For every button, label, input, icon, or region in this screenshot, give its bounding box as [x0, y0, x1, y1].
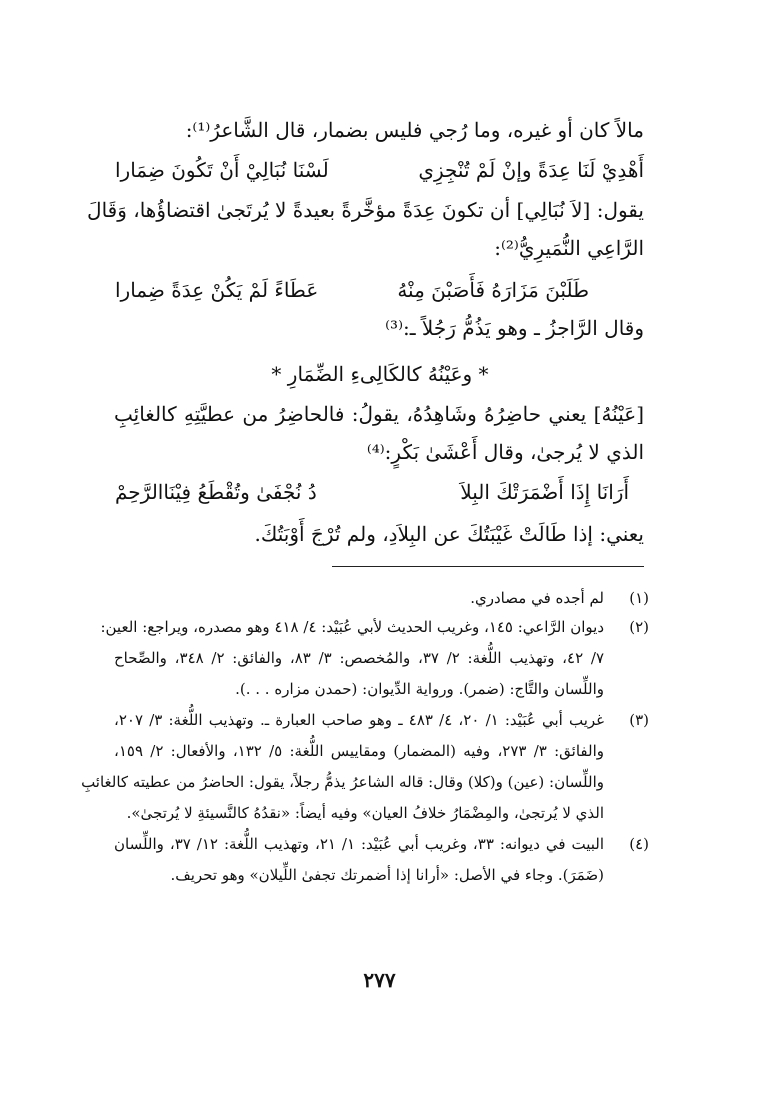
body-line-5: [عَيْنُهُ] يعني حاضِرُهُ وشَاهِدُهُ، يقولُ: فالحاضِرُ من عطيَّتِهِ كالغائِبِ — [114, 402, 644, 426]
rajaz-line: * وعَيْنُهُ كالكَالِىءِ الضِّمَارِ * — [271, 362, 489, 386]
footnote-4-line-2: (ضَمَرَ). وجاء في الأصل: «أرانا إذا أضمرتك تجفىٰ اللِّيلان» وهو تحريف. — [170, 866, 604, 884]
footnote-1-line-1: لم أجده في مصادري. — [470, 589, 604, 607]
body-line-2: يقول: [لاَ نُبَالِي] أن تكونَ عِدَةً مؤخَّرةً بعيدةً لا يُرتَجىٰ اقتضاؤُها، وَقَالَ — [87, 198, 644, 222]
verse2-first-hemistich: طَلَبْنَ مَزَارَهُ فَأَصَبْنَ مِنْهُ — [397, 278, 589, 302]
body-line-4: وقال الرَّاجزُ ـ وهو يَذُمُّ رَجُلاً ـ:⁽³⁾ — [385, 316, 644, 340]
footnote-2-line-3: واللِّسان والتَّاج: (ضمر). ورواية الدِّيوان: (حمدن مزاره . . .). — [235, 680, 604, 698]
footnote-3-line-3: واللِّسان: (عين) و(كلا) وقال: قاله الشاعرُ يذمُّ رجلاً، يقول: الحاضرُ من عطيته كالغائبِ — [81, 773, 604, 791]
footnote-2-line-2: ٧/ ٤٢، وتهذيب اللُّغة: ٢/ ٣٧، والمُخصص: ٣/ ٨٣، والفائق: ٢/ ٣٤٨، والصِّحاح — [114, 649, 604, 667]
footnote-1-number: (١) — [629, 589, 649, 607]
body-line-1: مالاً كان أو غيره، وما رُجي فليس بضمار، قال الشَّاعرُ⁽¹⁾: — [185, 118, 644, 142]
footnote-4-number: (٤) — [629, 835, 649, 853]
body-line-3: الرَّاعِي النُّمَيرِيُّ⁽²⁾: — [494, 236, 644, 260]
footnote-3-number: (٣) — [629, 711, 649, 729]
footnote-2-number: (٢) — [629, 618, 649, 636]
footnote-3-line-1: غريب أبي عُبَيْد: ١/ ٢٠، ٤/ ٤٨٣ ـ وهو صاحب العبارة ـ. وتهذيب اللُّغة: ٣/ ٢٠٧، — [114, 711, 605, 729]
body-line-7: يعني: إذا طَالَتْ غَيْبَتُكَ عن البِلاَدِ، ولم تُرْجَ أَوْبَتُكَ. — [254, 522, 644, 546]
footnote-2-line-1: ديوان الرَّاعي: ١٤٥، وغريب الحديث لأبي عُبَيْد: ٤/ ٤١٨ وهو مصدره، ويراجع: العين: — [100, 618, 604, 636]
footnote-separator — [332, 566, 644, 567]
verse1-first-hemistich: أَهْدِيْ لَنَا عِدَةً وإنْ لَمْ تُنْجِزِي — [418, 158, 644, 182]
footnote-3-line-2: والفائق: ٣/ ٢٧٣، وفيه (المضمار) ومقاييس اللُّغة: ٥/ ١٣٢، والأفعال: ٢/ ١٥٩، — [114, 742, 605, 760]
verse3-first-hemistich: أَرَانَا إِذَا أَضْمَرَتْكَ البِلاَ — [460, 480, 629, 504]
verse1-second-hemistich: لَسْنَا نُبَالِيْ أَنْ تَكُونَ ضِمَارا — [115, 158, 329, 182]
verse2-second-hemistich: عَطَاءً لَمْ يَكُنْ عِدَةً ضِمارا — [115, 278, 319, 302]
verse3-second-hemistich: دُ نُجْفَىٰ وتُقْطَعُ فِيْنَاالرَّحِمْ — [115, 480, 317, 504]
footnote-3-line-4: الذي لا يُرتجىٰ، والمِضْمَارُ خلافُ العيان» وفيه أيضاً: «نقدُهُ كالنَّسيئةِ لا يُرتجىٰ». — [126, 804, 604, 822]
body-line-6: الذي لا يُرجىٰ، وقال أَعْشَىٰ بَكْرٍ:⁽⁴⁾ — [366, 440, 644, 464]
page-number: ٢٧٧ — [363, 968, 396, 992]
footnote-4-line-1: البيت في ديوانه: ٣٣، وغريب أبي عُبَيْد: ١/ ٢١، وتهذيب اللُّغة: ١٢/ ٣٧، واللِّسان — [114, 835, 604, 853]
